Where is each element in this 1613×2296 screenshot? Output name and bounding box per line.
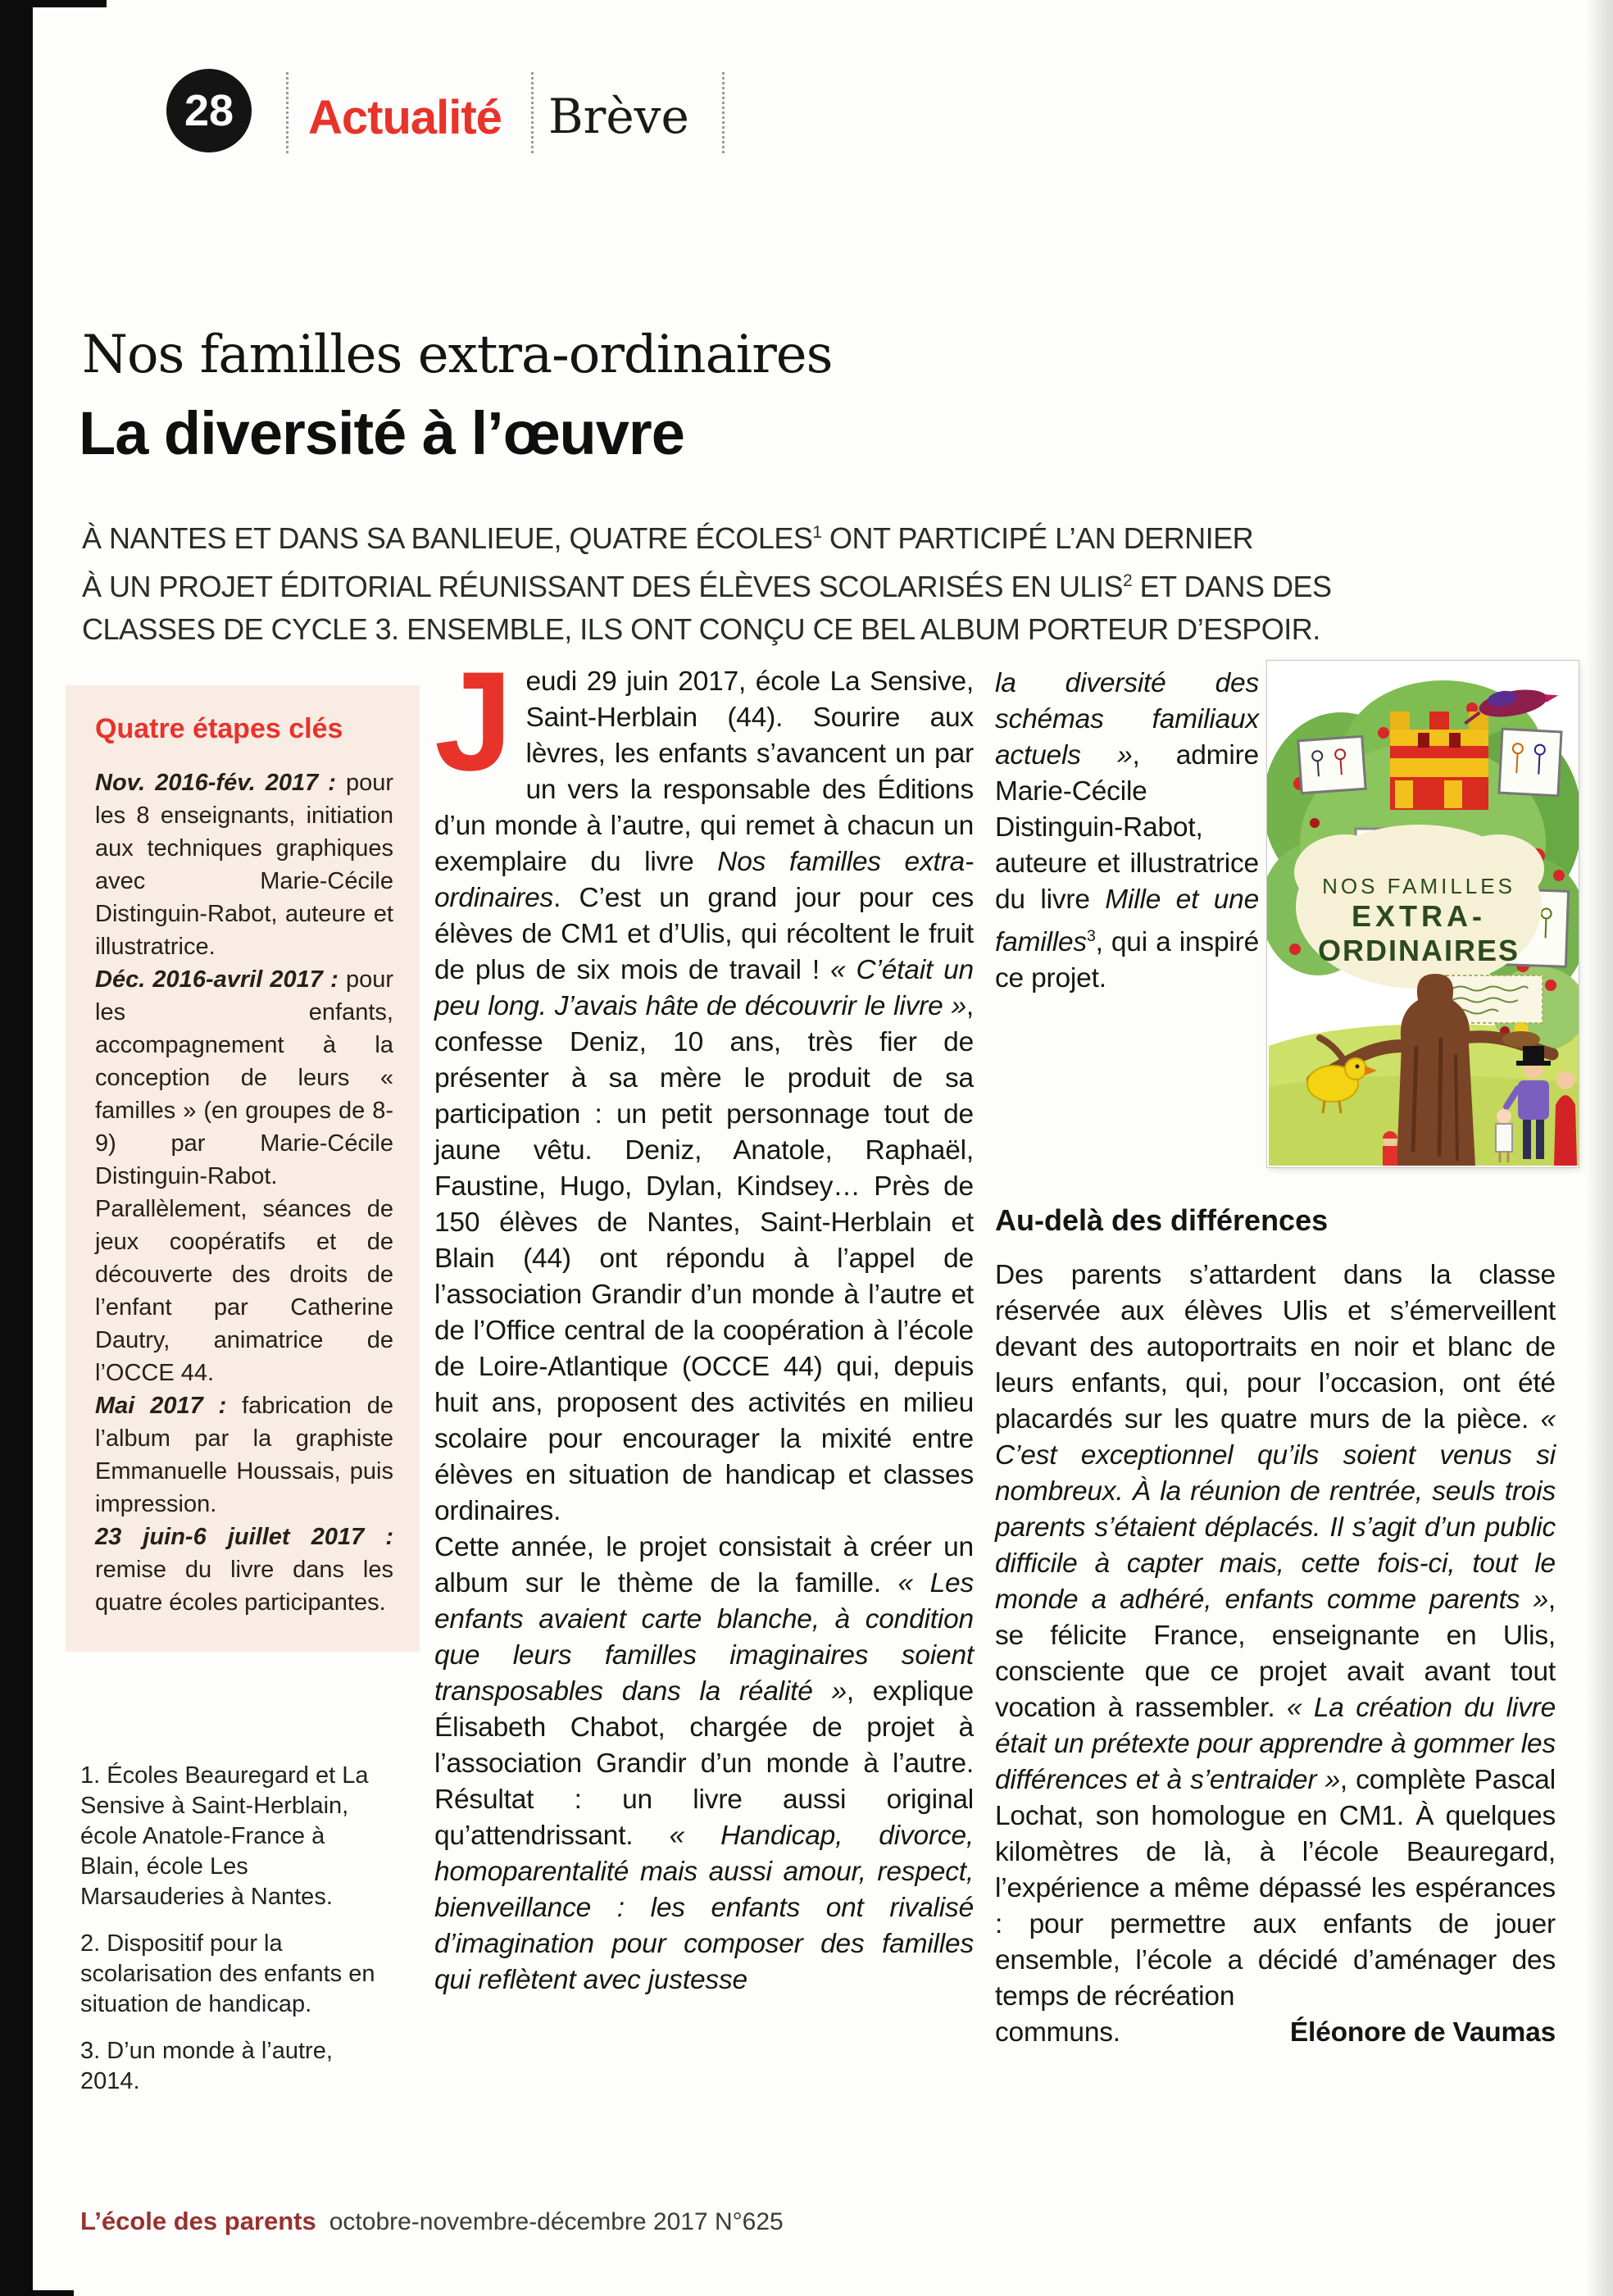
page-title: La diversité à l’œuvre <box>79 399 684 467</box>
header-divider <box>286 72 289 153</box>
footnotes <box>80 1761 385 2113</box>
page-number-badge <box>166 69 252 152</box>
author-byline: Éléonore de Vaumas <box>1289 2017 1556 2048</box>
scan-edge-right <box>1585 0 1613 2296</box>
page-number: 28 <box>184 86 234 135</box>
scan-edge-left <box>0 0 33 2296</box>
kicker-title: Nos familles extra-ordinaires <box>82 325 833 385</box>
cover-title-line1: NOS FAMILLES <box>1322 874 1515 898</box>
magazine-name: L’école des parents <box>80 2207 316 2235</box>
timeline-entry: Nov. 2016-fév. 2017 : pour les 8 enseignants, initiation aux techniques graphiques avec Marie-Cécile Distinguin-Rabot, auteure et illustratrice. <box>95 770 393 960</box>
issue-info: octobre-novembre-décembre 2017 N°625 <box>329 2208 784 2235</box>
standfirst-line: À UN PROJET ÉDITORIAL RÉUNISSANT DES ÉLÈVES SCOLARISÉS EN ULIS$^2$ ET DANS DES <box>82 570 1332 603</box>
timeline-entry: Mai 2017 : fabrication de l’album par la graphiste Emmanuelle Houssais, puis impression. <box>95 1393 393 1517</box>
key-steps-box <box>66 685 420 1652</box>
article-column-middle <box>434 643 975 1998</box>
book-cover-image <box>1267 661 1579 1167</box>
key-steps-title: Quatre étapes clés <box>95 713 343 744</box>
timeline-entry: Déc. 2016-avril 2017 : pour les enfants, accompagnement à la conception de leurs « familles » (en groupes de 8-9) par Marie-Cécile Distinguin-Rabot. Parallèlement, séances de jeux coopératifs et de découverte des droits de l’enfant par Catherine Dautry, animatrice de l’OCCE 44. <box>95 966 393 1386</box>
framed-drawing <box>1298 736 1365 793</box>
cover-title-line2: EXTRA- <box>1352 899 1486 933</box>
book-cover-illustration <box>1267 661 1579 1167</box>
scan-edge-bottom <box>0 2290 74 2296</box>
section-label: Actualité <box>308 91 502 144</box>
article-column-right-intro: la diversité des schémas familiaux actuels », admire Marie-Cécile Distinguin-Rabot, auteure et illustratrice du livre Mille et une familles$^3$, qui a inspiré ce projet. <box>995 668 1259 994</box>
paragraph <box>434 643 974 1530</box>
scan-edge-top <box>0 0 107 7</box>
footnote: 3. D’un monde à l’autre, 2014. <box>80 2038 333 2094</box>
closing-line <box>995 2015 1556 2051</box>
framed-drawing <box>1499 729 1561 796</box>
footnote: 2. Dispositif pour la scolarisation des enfants en situation de handicap. <box>80 1930 375 2017</box>
article-column-right <box>995 1257 1556 2051</box>
timeline-entry: 23 juin-6 juillet 2017 : remise du livre dans les quatre écoles participantes. <box>95 1524 393 1616</box>
paragraph-text: eudi 29 juin 2017, école La Sensive, Saint-Herblain (44). Sourire aux lèvres, les enfants s’avancent un par un vers la responsable des Éditions d’un monde à l’autre, qui remet à chacun un exemplaire du livre Nos familles extra-ordinaires. C’est un grand jour pour ces élèves de CM1 et d’Ulis, qui récoltent le fruit de plus de six mois de travail ! « C’était un peu long. J’avais hâte de découvrir le livre », confesse Deniz, 10 ans, très fier de présenter à sa mère le produit de sa participation : un petit personnage tout de jaune vêtu. Deniz, Anatole, Raphaël, Faustine, Hugo, Dylan, Kindsey… Près de 150 élèves de Nantes, Saint-Herblain et Blain (44) ont répondu à l’appel de l’association Grandir d’un monde à l’autre et de l’Office central de la coopération à l’école de Loire-Atlantique (OCCE 44) qui, depuis huit ans, proposent des activités en milieu scolaire pour encourager la mixité entre élèves en situation de handicap et classes ordinaires. <box>434 666 974 1526</box>
paragraph: Cette année, le projet consistait à créer un album sur le thème de la famille. « Les enfants avaient carte blanche, à condition que leurs familles imaginaires soient transposables dans la réalité », explique Élisabeth Chabot, chargée de projet à l’association Grandir d’un monde à l’autre. Résultat : un livre aussi original qu’attendrissant. « Handicap, divorce, homoparentalité mais aussi amour, respect, bienveillance : les enfants ont rivalisé d’imagination pour composer des familles qui reflètent avec justesse <box>434 1532 975 1995</box>
standfirst-line: À NANTES ET DANS SA BANLIEUE, QUATRE ÉCOLES$^1$ ONT PARTICIPÉ L’AN DERNIER <box>82 521 1254 555</box>
paragraph: Des parents s’attardent dans la classe réservée aux élèves Ulis et s’émerveillent devant des autoportraits en noir et blanc de leurs enfants, qui, pour l’occasion, ont été placardés sur les quatre murs de la pièce. « C’est exceptionnel qu’ils soient venus si nombreux. À la réunion de rentrée, seuls trois parents s’étaient déplacés. Il s’agit d’un public difficile à capter mais, cette fois-ci, tout le monde a adhéré, enfants comme parents », se félicite France, enseignante en Ulis, consciente que ce projet avait avant tout vocation à rassembler. « La création du livre était un prétexte pour apprendre à gommer les différences et à s’entraider », complète Pascal Lochat, son homologue en CM1. À quelques kilomètres de là, à l’école Beauregard, l’expérience a même dépassé les espérances : pour permettre aux enfants de jouer ensemble, l’école a décidé d’aménager des temps de récréation <box>995 1260 1556 2012</box>
header-divider <box>531 72 534 153</box>
footnote: 1. Écoles Beauregard et La Sensive à Saint-Herblain, école Anatole-France à Blain, école Les Marsauderies à Nantes. <box>80 1762 369 1910</box>
castle <box>1390 712 1488 810</box>
rubric-label: Brève <box>548 89 689 144</box>
standfirst-line: CLASSES DE CYCLE 3. ENSEMBLE, ILS ONT CONÇU CE BEL ALBUM PORTEUR D’ESPOIR. <box>82 612 1320 646</box>
dropcap: J <box>434 643 513 800</box>
key-steps-timeline <box>95 766 393 1619</box>
cover-title-line3: ORDINAIRES <box>1317 934 1520 967</box>
small-red-figure <box>1383 1131 1397 1166</box>
page-footer <box>80 2207 784 2236</box>
subheading: Au-delà des différences <box>995 1203 1329 1237</box>
header-divider <box>722 72 725 153</box>
last-word: communs. <box>995 2017 1120 2048</box>
standfirst <box>82 511 1332 651</box>
